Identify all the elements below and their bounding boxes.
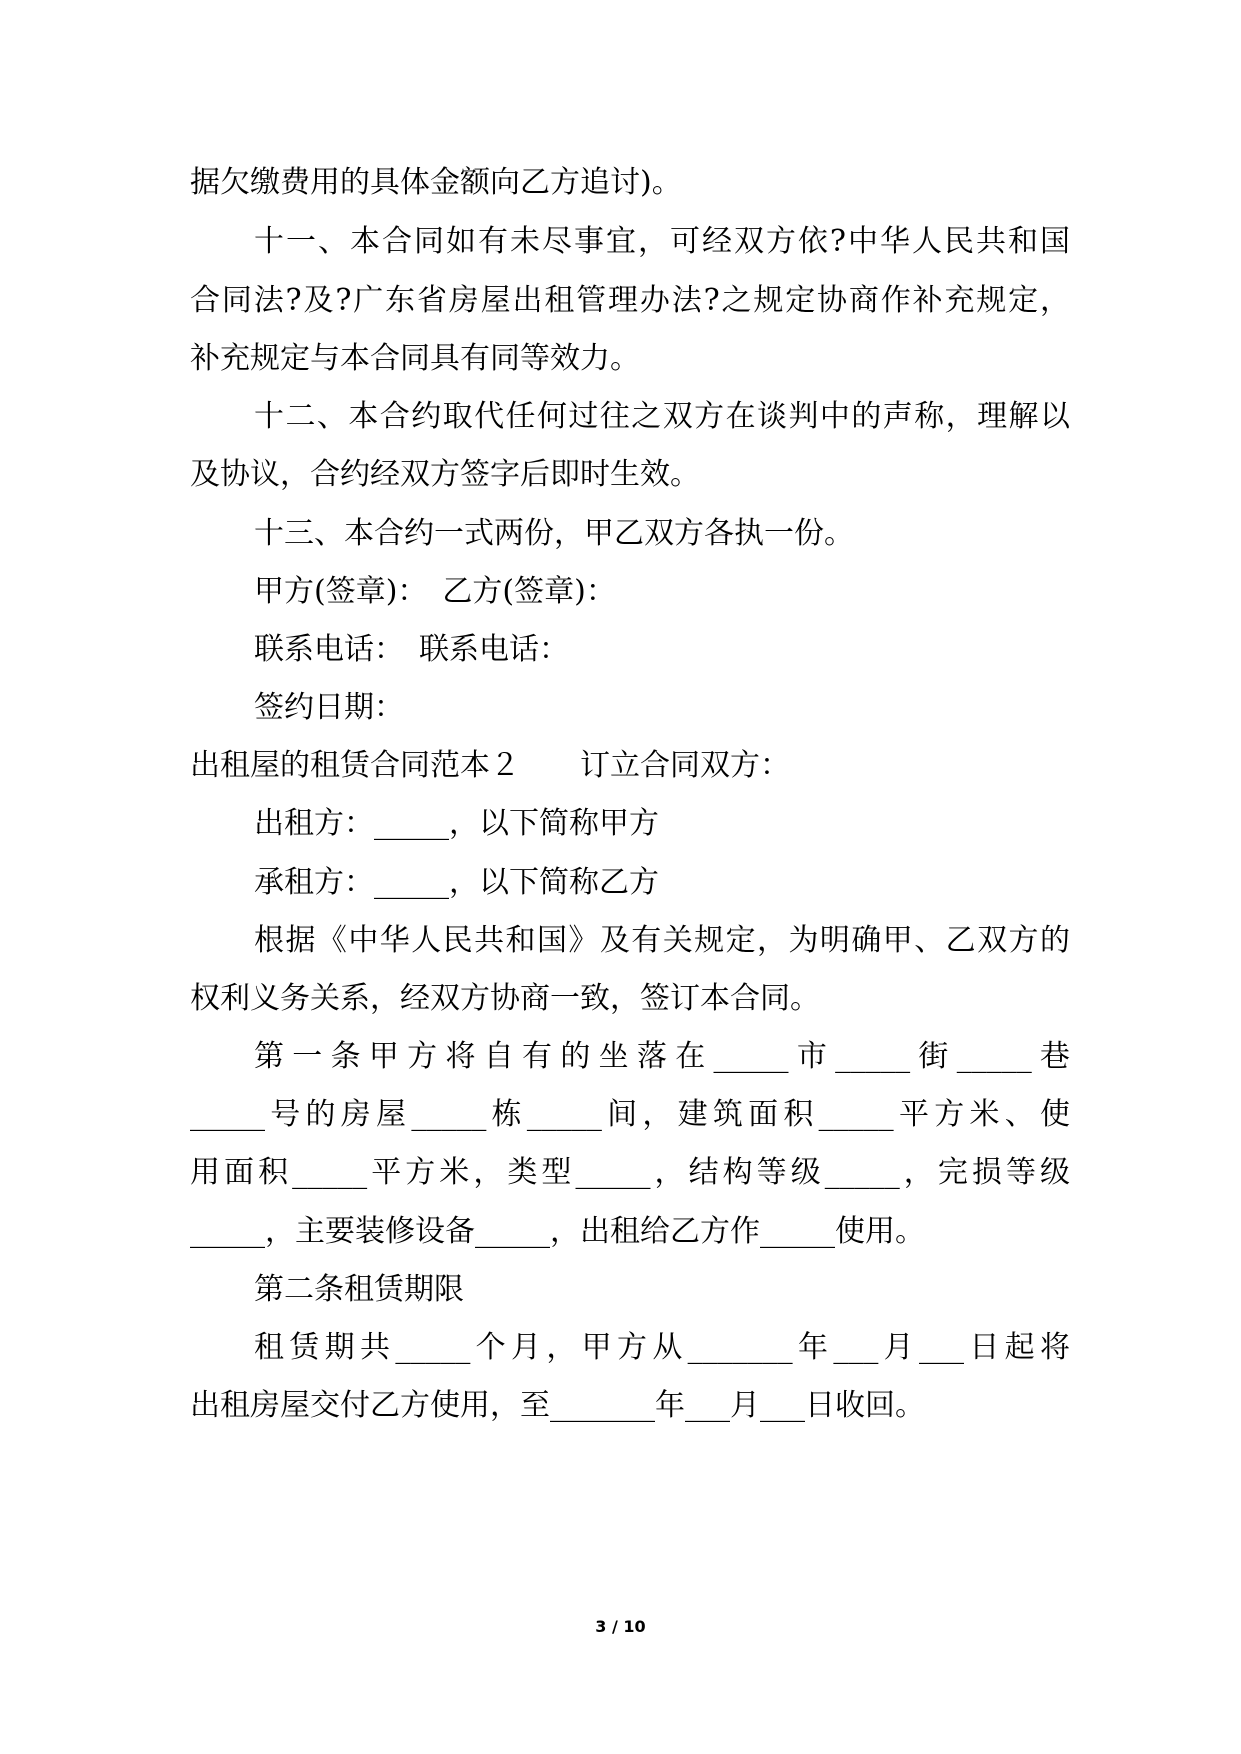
text-line: 租赁期共_____个月，甲方从_______年___月___日起将 bbox=[254, 1330, 1070, 1365]
text-line: 出租房屋交付乙方使用，至_______年___月___日收回。 bbox=[190, 1388, 925, 1423]
page-number: 3 / 10 bbox=[595, 1617, 646, 1636]
text-line: 第一条甲方将自有的坐落在_____市_____街_____巷 bbox=[254, 1039, 1070, 1074]
text-line: 权利义务关系，经双方协商一致，签订本合同。 bbox=[190, 981, 820, 1016]
text-line: 补充规定与本合同具有同等效力。 bbox=[190, 341, 640, 376]
text-line: 根据《中华人民共和国》及有关规定，为明确甲、乙双方的 bbox=[254, 923, 1070, 958]
section-heading: 出租屋的租赁合同范本２ 订立合同双方： bbox=[190, 748, 790, 783]
text-line: 联系电话： 联系电话： bbox=[254, 632, 569, 667]
text-line: 用面积_____平方米，类型_____，结构等级_____，完损等级 bbox=[190, 1155, 1070, 1190]
text-line: _____号的房屋_____栋_____间，建筑面积_____平方米、使 bbox=[190, 1097, 1070, 1132]
text-line: 承租方：_____，以下简称乙方 bbox=[254, 865, 659, 900]
text-line: 甲方(签章)： 乙方(签章)： bbox=[254, 574, 616, 609]
text-line: 合同法?及?广东省房屋出租管理办法?之规定协商作补充规定， bbox=[190, 283, 1070, 318]
text-line: 出租方：_____，以下简称甲方 bbox=[254, 806, 659, 841]
text-line: 十三、本合约一式两份，甲乙双方各执一份。 bbox=[254, 516, 854, 551]
text-line: 签约日期： bbox=[254, 690, 404, 725]
text-line: 十一、本合同如有未尽事宜，可经双方依?中华人民共和国 bbox=[254, 224, 1070, 259]
text-line: 及协议，合约经双方签字后即时生效。 bbox=[190, 457, 700, 492]
text-line: 据欠缴费用的具体金额向乙方追讨)。 bbox=[190, 165, 682, 200]
text-line: 第二条租赁期限 bbox=[254, 1272, 464, 1307]
text-line: 十二、本合约取代任何过往之双方在谈判中的声称，理解以 bbox=[254, 399, 1070, 434]
text-line: _____，主要装修设备_____，出租给乙方作_____使用。 bbox=[190, 1214, 925, 1249]
